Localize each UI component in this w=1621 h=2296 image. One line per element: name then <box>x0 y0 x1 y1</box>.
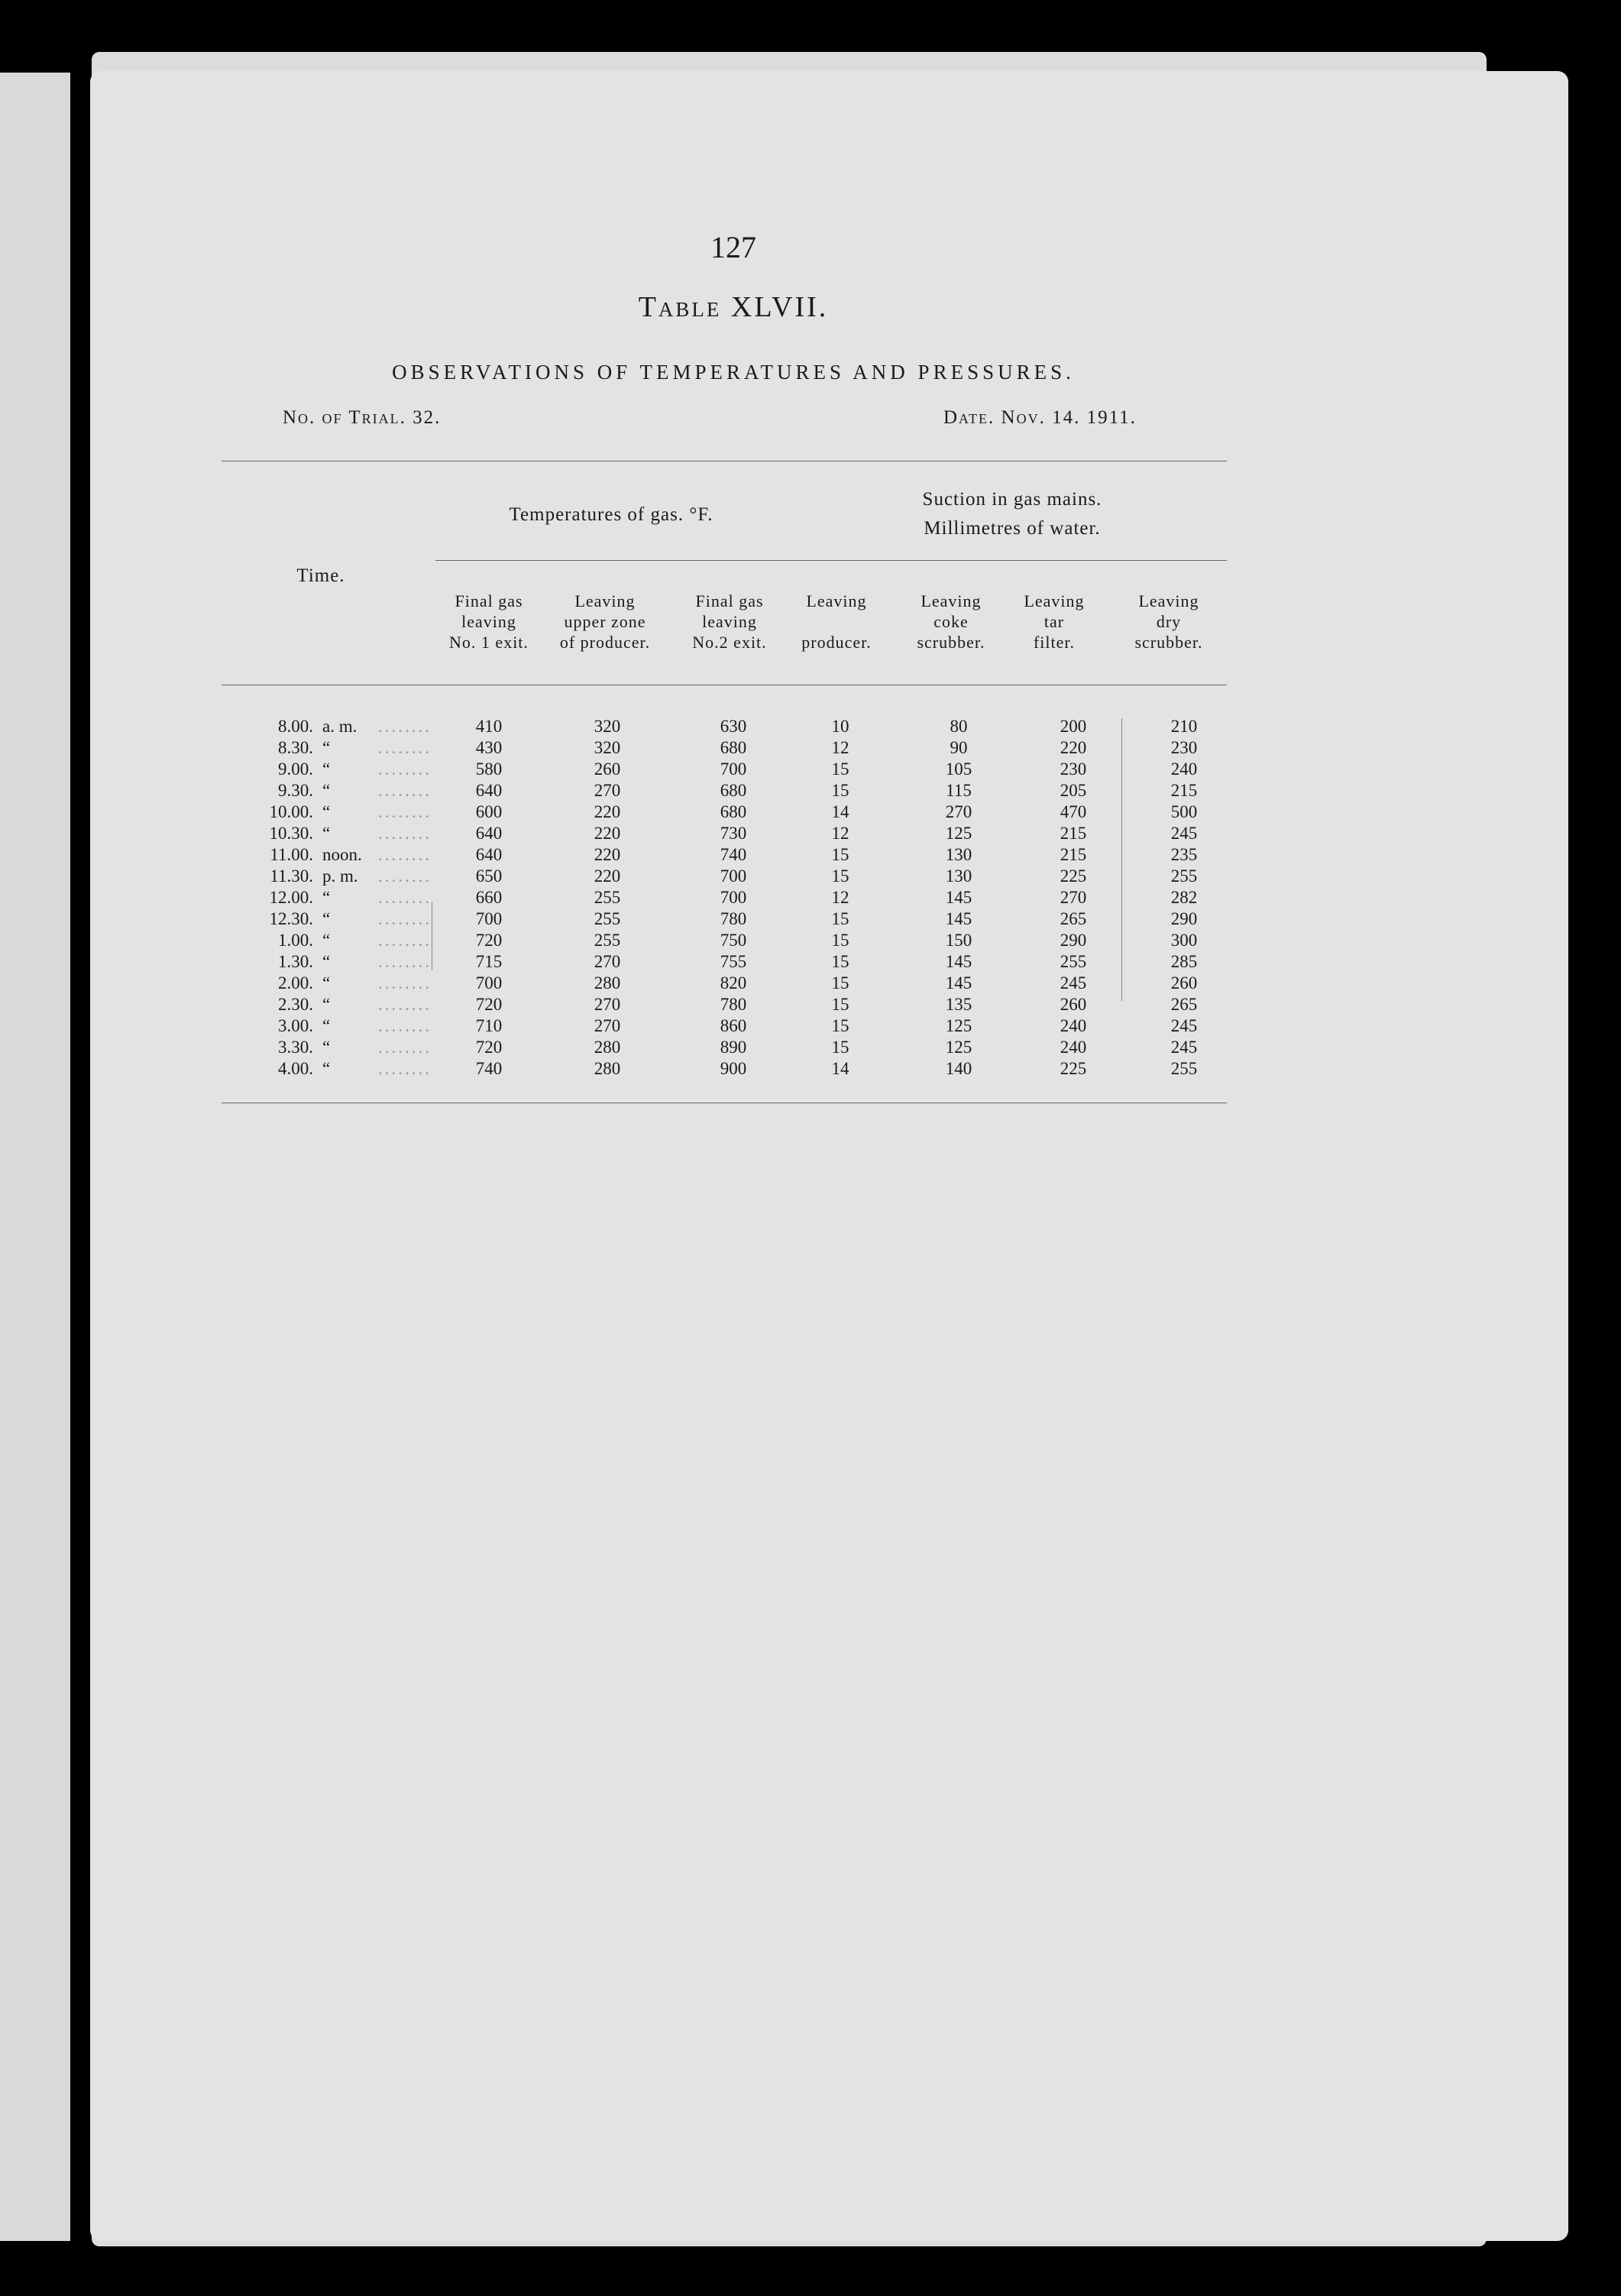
value-cell: 730 <box>720 824 747 843</box>
leader-dots: ........ <box>378 952 432 971</box>
value-cell: 700 <box>475 909 503 928</box>
leader-dots: ........ <box>378 1059 432 1078</box>
value-cell: 740 <box>720 845 747 864</box>
value-cell: 255 <box>594 909 621 928</box>
column-header <box>432 591 546 653</box>
value-cell: 220 <box>594 824 621 843</box>
leader-dots: ........ <box>378 738 432 757</box>
value-cell: 245 <box>1060 973 1087 993</box>
value-cell: 235 <box>1170 845 1198 864</box>
leader-dots: ........ <box>378 973 432 993</box>
value-cell: 135 <box>945 995 972 1014</box>
table-row <box>222 1016 1238 1038</box>
table-row <box>222 973 1238 995</box>
column-header-line: Leaving <box>1024 591 1085 610</box>
value-cell: 255 <box>594 888 621 907</box>
time-suffix-cell: p. m. <box>322 866 358 886</box>
group-header-rule <box>435 560 1227 561</box>
leader-dots: ........ <box>378 845 432 864</box>
value-cell: 700 <box>720 866 747 886</box>
time-suffix-cell: “ <box>322 995 331 1014</box>
value-cell: 255 <box>1060 952 1087 971</box>
column-header-line: filter. <box>1033 633 1076 652</box>
value-cell: 150 <box>945 931 972 950</box>
value-cell: 470 <box>1060 802 1087 821</box>
table-row <box>222 1038 1238 1059</box>
value-cell: 715 <box>475 952 503 971</box>
value-cell: 220 <box>594 866 621 886</box>
column-header-line: scrubber. <box>917 633 985 652</box>
value-cell: 220 <box>1060 738 1087 757</box>
column-header-line: Leaving <box>806 591 867 610</box>
value-cell: 270 <box>594 781 621 800</box>
value-cell: 15 <box>831 866 849 886</box>
column-header <box>787 591 886 653</box>
table-row <box>222 738 1238 759</box>
value-cell: 12 <box>831 824 849 843</box>
value-cell: 780 <box>720 995 747 1014</box>
column-header-line: scrubber. <box>1134 633 1203 652</box>
value-cell: 900 <box>720 1059 747 1078</box>
page-number: 127 <box>710 230 756 264</box>
column-header <box>1008 591 1100 653</box>
value-cell: 280 <box>594 1038 621 1057</box>
value-cell: 260 <box>594 759 621 779</box>
value-cell: 230 <box>1060 759 1087 779</box>
column-header-line: of producer. <box>559 633 651 652</box>
value-cell: 290 <box>1170 909 1198 928</box>
leader-dots: ........ <box>378 909 432 928</box>
value-cell: 255 <box>1170 866 1198 886</box>
time-suffix-cell: “ <box>322 952 331 971</box>
time-suffix-cell: “ <box>322 888 331 907</box>
time-cell: 2.00. <box>278 973 313 993</box>
column-header-line: Final gas <box>695 591 764 610</box>
value-cell: 710 <box>475 1016 503 1035</box>
value-cell: 640 <box>475 781 503 800</box>
column-header-line: dry <box>1156 612 1182 631</box>
table-row <box>222 866 1238 888</box>
table-row <box>222 759 1238 781</box>
value-cell: 270 <box>594 952 621 971</box>
column-header-line: No. 1 exit. <box>449 633 529 652</box>
column-header-line: coke <box>933 612 969 631</box>
value-cell: 245 <box>1170 1016 1198 1035</box>
value-cell: 500 <box>1170 802 1198 821</box>
time-suffix-cell: “ <box>322 1059 331 1078</box>
value-cell: 260 <box>1060 995 1087 1014</box>
value-cell: 15 <box>831 995 849 1014</box>
value-cell: 220 <box>594 845 621 864</box>
value-cell: 282 <box>1170 888 1198 907</box>
facing-page-edge <box>0 73 70 2241</box>
table-row <box>222 909 1238 931</box>
column-header-line: Leaving <box>574 591 636 610</box>
value-cell: 15 <box>831 1016 849 1035</box>
value-cell: 80 <box>950 717 968 736</box>
value-cell: 265 <box>1060 909 1087 928</box>
value-cell: 245 <box>1170 1038 1198 1057</box>
value-cell: 245 <box>1170 824 1198 843</box>
value-cell: 255 <box>1170 1059 1198 1078</box>
column-header <box>1115 591 1222 653</box>
time-header: Time. <box>296 565 345 586</box>
value-cell: 780 <box>720 909 747 928</box>
value-cell: 260 <box>1170 973 1198 993</box>
value-cell: 255 <box>594 931 621 950</box>
time-cell: 11.30. <box>270 866 313 886</box>
suction-group-header-line1: Suction in gas mains. <box>922 489 1102 510</box>
trial-date: Date. Nov. 14. 1911. <box>943 407 1137 428</box>
value-cell: 300 <box>1170 931 1198 950</box>
value-cell: 90 <box>950 738 968 757</box>
value-cell: 650 <box>475 866 503 886</box>
column-header-line: producer. <box>801 633 872 652</box>
value-cell: 12 <box>831 888 849 907</box>
value-cell: 140 <box>945 1059 972 1078</box>
value-cell: 640 <box>475 845 503 864</box>
value-cell: 125 <box>945 1038 972 1057</box>
value-cell: 755 <box>720 952 747 971</box>
value-cell: 145 <box>945 909 972 928</box>
time-cell: 2.30. <box>278 995 313 1014</box>
value-cell: 105 <box>945 759 972 779</box>
trial-number: No. of Trial. 32. <box>283 407 442 428</box>
table-row <box>222 717 1238 738</box>
leader-dots: ........ <box>378 866 432 886</box>
book-page <box>90 71 1568 2241</box>
value-cell: 115 <box>946 781 972 800</box>
value-cell: 820 <box>720 973 747 993</box>
value-cell: 630 <box>720 717 747 736</box>
value-cell: 145 <box>945 952 972 971</box>
time-cell: 12.00. <box>269 888 313 907</box>
table-subtitle: OBSERVATIONS OF TEMPERATURES AND PRESSURES. <box>392 361 1075 384</box>
value-cell: 225 <box>1060 1059 1087 1078</box>
table-row <box>222 781 1238 802</box>
value-cell: 290 <box>1060 931 1087 950</box>
value-cell: 125 <box>945 824 972 843</box>
value-cell: 720 <box>475 1038 503 1057</box>
time-cell: 3.00. <box>278 1016 313 1035</box>
value-cell: 600 <box>475 802 503 821</box>
time-cell: 11.00. <box>270 845 313 864</box>
value-cell: 215 <box>1170 781 1198 800</box>
value-cell: 15 <box>831 845 849 864</box>
time-suffix-cell: “ <box>322 802 331 821</box>
leader-dots: ........ <box>378 1016 432 1035</box>
leader-dots: ........ <box>378 781 432 800</box>
value-cell: 15 <box>831 759 849 779</box>
time-cell: 10.30. <box>269 824 313 843</box>
value-cell: 280 <box>594 973 621 993</box>
table-row <box>222 931 1238 952</box>
value-cell: 15 <box>831 952 849 971</box>
leader-dots: ........ <box>378 759 432 779</box>
column-header <box>544 591 666 653</box>
table-row <box>222 1059 1238 1080</box>
value-cell: 15 <box>831 1038 849 1057</box>
table-row <box>222 824 1238 845</box>
value-cell: 130 <box>945 845 972 864</box>
column-header-line: Final gas <box>455 591 523 610</box>
value-cell: 320 <box>594 717 621 736</box>
value-cell: 280 <box>594 1059 621 1078</box>
suction-group-header-line2: Millimetres of water. <box>924 518 1101 539</box>
leader-dots: ........ <box>378 931 432 950</box>
time-suffix-cell: “ <box>322 909 331 928</box>
time-suffix-cell: “ <box>322 781 331 800</box>
value-cell: 145 <box>945 973 972 993</box>
value-cell: 890 <box>720 1038 747 1057</box>
time-cell: 10.00. <box>269 802 313 821</box>
leader-dots: ........ <box>378 802 432 821</box>
value-cell: 680 <box>720 738 747 757</box>
value-cell: 130 <box>945 866 972 886</box>
value-cell: 860 <box>720 1016 747 1035</box>
value-cell: 320 <box>594 738 621 757</box>
value-cell: 220 <box>594 802 621 821</box>
table-row <box>222 952 1238 973</box>
table-title: Table XLVII. <box>638 291 829 323</box>
leader-dots: ........ <box>378 1038 432 1057</box>
column-header-line: No.2 exit. <box>692 633 767 652</box>
temperatures-group-header: Temperatures of gas. °F. <box>509 504 713 525</box>
value-cell: 15 <box>831 973 849 993</box>
value-cell: 15 <box>831 909 849 928</box>
value-cell: 750 <box>720 931 747 950</box>
value-cell: 265 <box>1170 995 1198 1014</box>
value-cell: 740 <box>475 1059 503 1078</box>
leader-dots: ........ <box>378 824 432 843</box>
value-cell: 640 <box>475 824 503 843</box>
time-cell: 9.00. <box>278 759 313 779</box>
value-cell: 270 <box>1060 888 1087 907</box>
value-cell: 10 <box>831 717 849 736</box>
value-cell: 660 <box>475 888 503 907</box>
time-cell: 4.00. <box>278 1059 313 1078</box>
table-row <box>222 845 1238 866</box>
time-suffix-cell: “ <box>322 824 331 843</box>
value-cell: 410 <box>475 717 503 736</box>
time-suffix-cell: noon. <box>322 845 362 864</box>
table-row <box>222 802 1238 824</box>
value-cell: 720 <box>475 995 503 1014</box>
value-cell: 700 <box>475 973 503 993</box>
value-cell: 200 <box>1060 717 1087 736</box>
table-row <box>222 888 1238 909</box>
column-header-line: tar <box>1043 612 1065 631</box>
time-cell: 1.30. <box>278 952 313 971</box>
value-cell: 240 <box>1060 1016 1087 1035</box>
value-cell: 210 <box>1170 717 1198 736</box>
value-cell: 215 <box>1060 824 1087 843</box>
time-suffix-cell: “ <box>322 738 331 757</box>
time-cell: 12.30. <box>269 909 313 928</box>
value-cell: 14 <box>831 802 849 821</box>
value-cell: 580 <box>475 759 503 779</box>
value-cell: 680 <box>720 802 747 821</box>
time-cell: 1.00. <box>278 931 313 950</box>
value-cell: 700 <box>720 888 747 907</box>
value-cell: 270 <box>945 802 972 821</box>
time-suffix-cell: “ <box>322 973 331 993</box>
value-cell: 205 <box>1060 781 1087 800</box>
table-row <box>222 995 1238 1016</box>
leader-dots: ........ <box>378 717 432 736</box>
value-cell: 230 <box>1170 738 1198 757</box>
column-header-line: leaving <box>702 612 757 631</box>
column-header-line: leaving <box>461 612 516 631</box>
time-suffix-cell: “ <box>322 1016 331 1035</box>
time-cell: 3.30. <box>278 1038 313 1057</box>
time-cell: 8.00. <box>278 717 313 736</box>
value-cell: 145 <box>945 888 972 907</box>
time-cell: 9.30. <box>278 781 313 800</box>
value-cell: 15 <box>831 931 849 950</box>
time-suffix-cell: “ <box>322 931 331 950</box>
value-cell: 15 <box>831 781 849 800</box>
value-cell: 225 <box>1060 866 1087 886</box>
leader-dots: ........ <box>378 888 432 907</box>
leader-dots: ........ <box>378 995 432 1014</box>
time-suffix-cell: a. m. <box>322 717 358 736</box>
value-cell: 285 <box>1170 952 1198 971</box>
value-cell: 680 <box>720 781 747 800</box>
value-cell: 12 <box>831 738 849 757</box>
column-header-line: upper zone <box>564 612 646 631</box>
value-cell: 215 <box>1060 845 1087 864</box>
value-cell: 720 <box>475 931 503 950</box>
value-cell: 240 <box>1060 1038 1087 1057</box>
time-cell: 8.30. <box>278 738 313 757</box>
column-header <box>672 591 787 653</box>
column-header-line: Leaving <box>921 591 982 610</box>
time-suffix-cell: “ <box>322 1038 331 1057</box>
value-cell: 270 <box>594 1016 621 1035</box>
value-cell: 430 <box>475 738 503 757</box>
value-cell: 14 <box>831 1059 849 1078</box>
time-suffix-cell: “ <box>322 759 331 779</box>
value-cell: 125 <box>945 1016 972 1035</box>
column-header <box>901 591 1001 653</box>
column-header-line: Leaving <box>1138 591 1199 610</box>
value-cell: 700 <box>720 759 747 779</box>
value-cell: 270 <box>594 995 621 1014</box>
value-cell: 240 <box>1170 759 1198 779</box>
